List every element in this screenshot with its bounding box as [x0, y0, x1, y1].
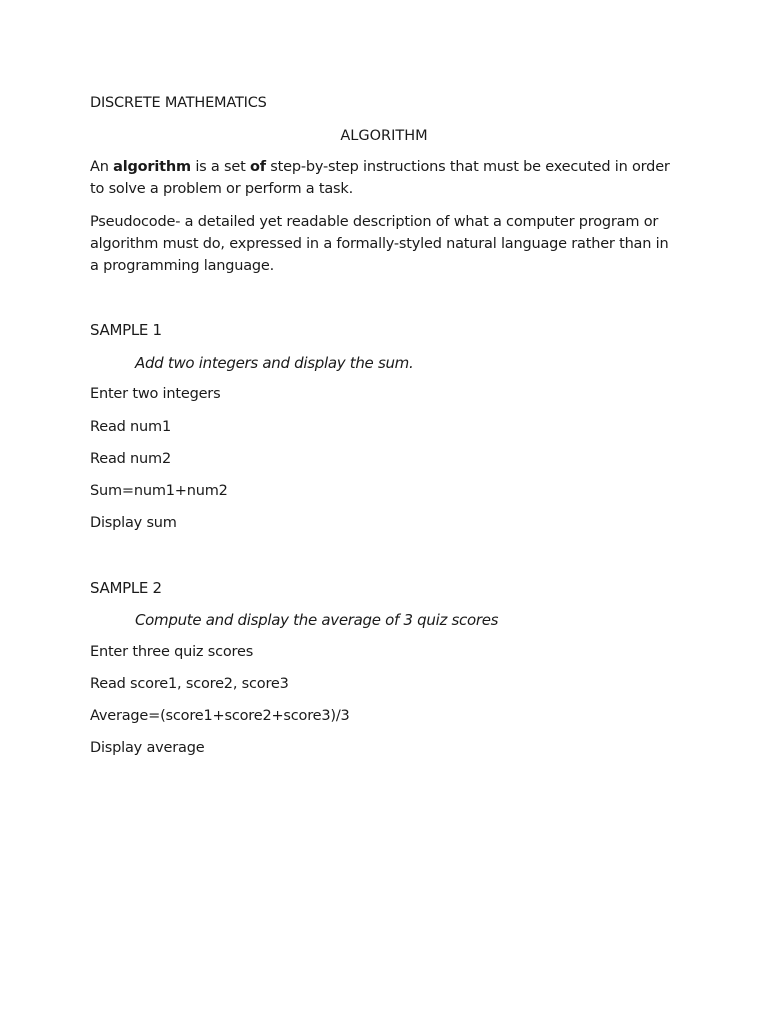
sample-heading: SAMPLE 1	[90, 321, 162, 339]
sample-step: Enter three quiz scores	[90, 644, 254, 660]
sample-heading: SAMPLE 2	[90, 579, 162, 597]
sample-step: Display average	[90, 740, 205, 756]
sample-task: Add two integers and display the sum.	[135, 354, 414, 372]
sample-step: Display sum	[90, 515, 177, 531]
pseudocode-definition: Pseudocode- a detailed yet readable description of what a computer program or algorithm must do, expressed in a formally-styled natural language rather than in a programming language.	[90, 214, 669, 274]
sample-step: Read num1	[90, 419, 171, 435]
definition-middle: is a set	[190, 159, 250, 175]
sample-step: Sum=num1+num2	[90, 483, 228, 499]
definition-rest: step-by-step instructions that must be executed in order to solve a problem or perform a task.	[90, 159, 670, 197]
sample-step: Average=(score1+score2+score3)/3	[90, 708, 350, 724]
sample-step: Read score1, score2, score3	[90, 676, 289, 692]
sample-step: Enter two integers	[90, 386, 221, 402]
algorithm-definition	[90, 156, 680, 200]
sample-step: Read num2	[90, 451, 171, 467]
definition-term: algorithm	[113, 159, 191, 175]
sample-task: Compute and display the average of 3 quiz scores	[135, 611, 499, 629]
definition-prefix: An	[90, 159, 114, 175]
page-title: ALGORITHM	[340, 128, 428, 144]
definition-of-word: of	[249, 159, 266, 175]
course-title: DISCRETE MATHEMATICS	[90, 95, 267, 111]
